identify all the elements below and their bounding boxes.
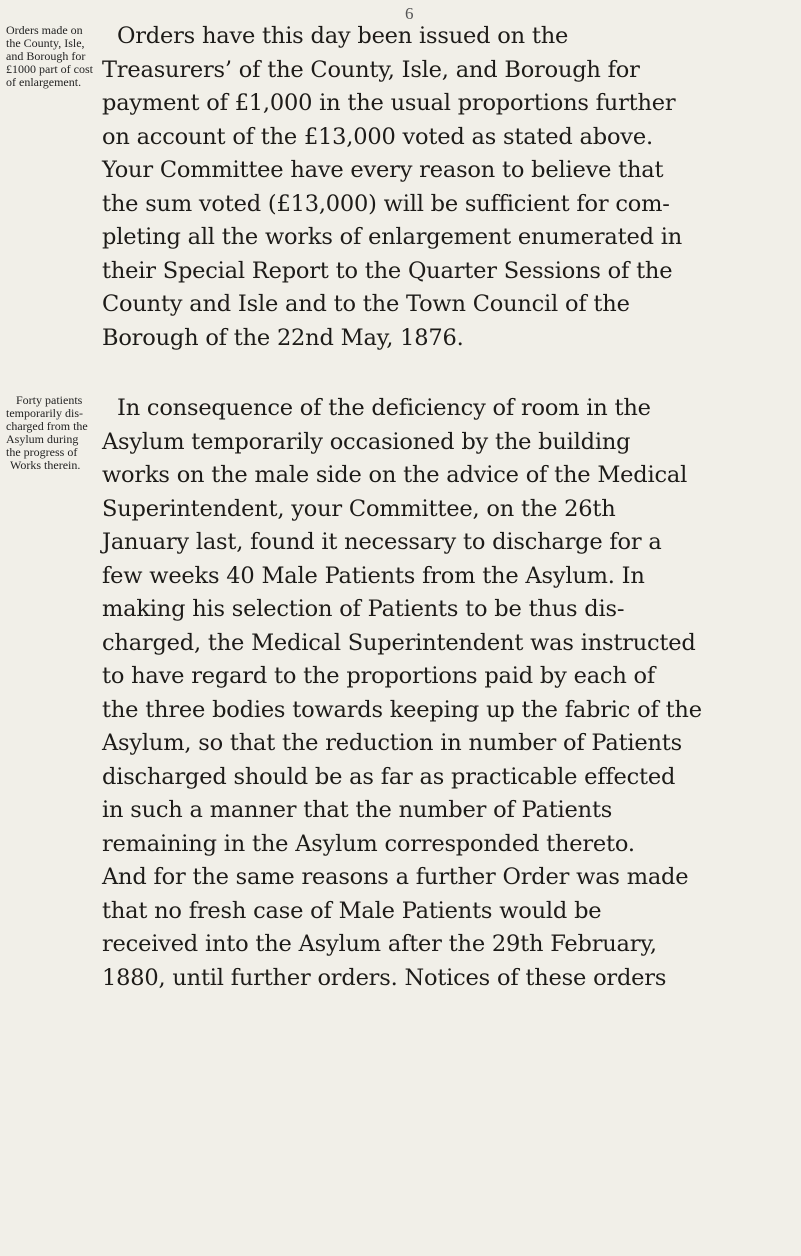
- text-line: discharged should be as far as practicable effected: [102, 763, 676, 790]
- text-line: January last, found it necessary to discharge for a: [102, 529, 662, 555]
- margin-note-orders: [6, 24, 98, 89]
- text-line: received into the Asylum after the 29th February,: [102, 931, 657, 957]
- text-line: County and Isle and to the Town Council of the: [102, 291, 630, 317]
- text-line: works on the male side on the advice of the Medical: [102, 462, 688, 488]
- text-line: Treasurers’ of the County, Isle, and Borough for: [102, 56, 640, 83]
- margin-note-line: of enlargement.: [6, 75, 82, 89]
- margin-note-forty-patients: [6, 394, 98, 472]
- text-line: their Special Report to the Quarter Sessions of the: [102, 257, 673, 284]
- text-line: Superintendent, your Committee, on the 26th: [102, 495, 616, 522]
- text-line: the sum voted (£13,000) will be sufficient for com-: [102, 190, 670, 217]
- margin-note-line: Forty patients: [16, 393, 83, 407]
- margin-note-line: Asylum during: [6, 432, 79, 446]
- text-line: remaining in the Asylum corresponded thereto.: [102, 830, 635, 857]
- page-number: 6: [405, 4, 414, 23]
- margin-note-line: Works therein.: [10, 458, 81, 472]
- text-line: in such a manner that the number of Patients: [102, 797, 613, 823]
- text-line: And for the same reasons a further Order was made: [102, 864, 689, 890]
- text-line: payment of £1,000 in the usual proportions further: [102, 90, 676, 116]
- text-line: making his selection of Patients to be thus dis-: [102, 596, 625, 622]
- margin-note-line: £1000 part of cost: [6, 62, 93, 76]
- paragraph-deficiency-of-room: [102, 392, 797, 995]
- text-line: few weeks 40 Male Patients from the Asylum. In: [102, 562, 645, 589]
- margin-note-line: temporarily dis-: [6, 406, 83, 420]
- text-line: to have regard to the proportions paid by each of: [102, 663, 656, 689]
- text-line: pleting all the works of enlargement enumerated in: [102, 224, 683, 250]
- text-line: Asylum, so that the reduction in number of Patients: [102, 730, 682, 756]
- text-line: on account of the £13,000 voted as stated above.: [102, 123, 653, 150]
- text-line: In consequence of the deficiency of room in the: [117, 395, 651, 421]
- text-line: Orders have this day been issued on the: [117, 23, 569, 49]
- text-line: the three bodies towards keeping up the fabric of the: [102, 696, 702, 723]
- paragraph-orders-issued: [102, 20, 797, 355]
- margin-note-line: Orders made on: [6, 23, 83, 37]
- margin-note-line: and Borough for: [6, 49, 86, 63]
- margin-note-line: the County, Isle,: [6, 36, 85, 50]
- text-line: Asylum temporarily occasioned by the building: [102, 428, 631, 455]
- text-line: 1880, until further orders. Notices of these orders: [102, 964, 667, 991]
- text-line: charged, the Medical Superintendent was instructed: [102, 629, 696, 656]
- text-line: that no fresh case of Male Patients would be: [102, 897, 602, 924]
- margin-note-line: the progress of: [6, 445, 78, 459]
- text-line: Borough of the 22nd May, 1876.: [102, 324, 464, 351]
- text-line: Your Committee have every reason to believe that: [102, 157, 664, 183]
- margin-note-line: charged from the: [6, 419, 88, 433]
